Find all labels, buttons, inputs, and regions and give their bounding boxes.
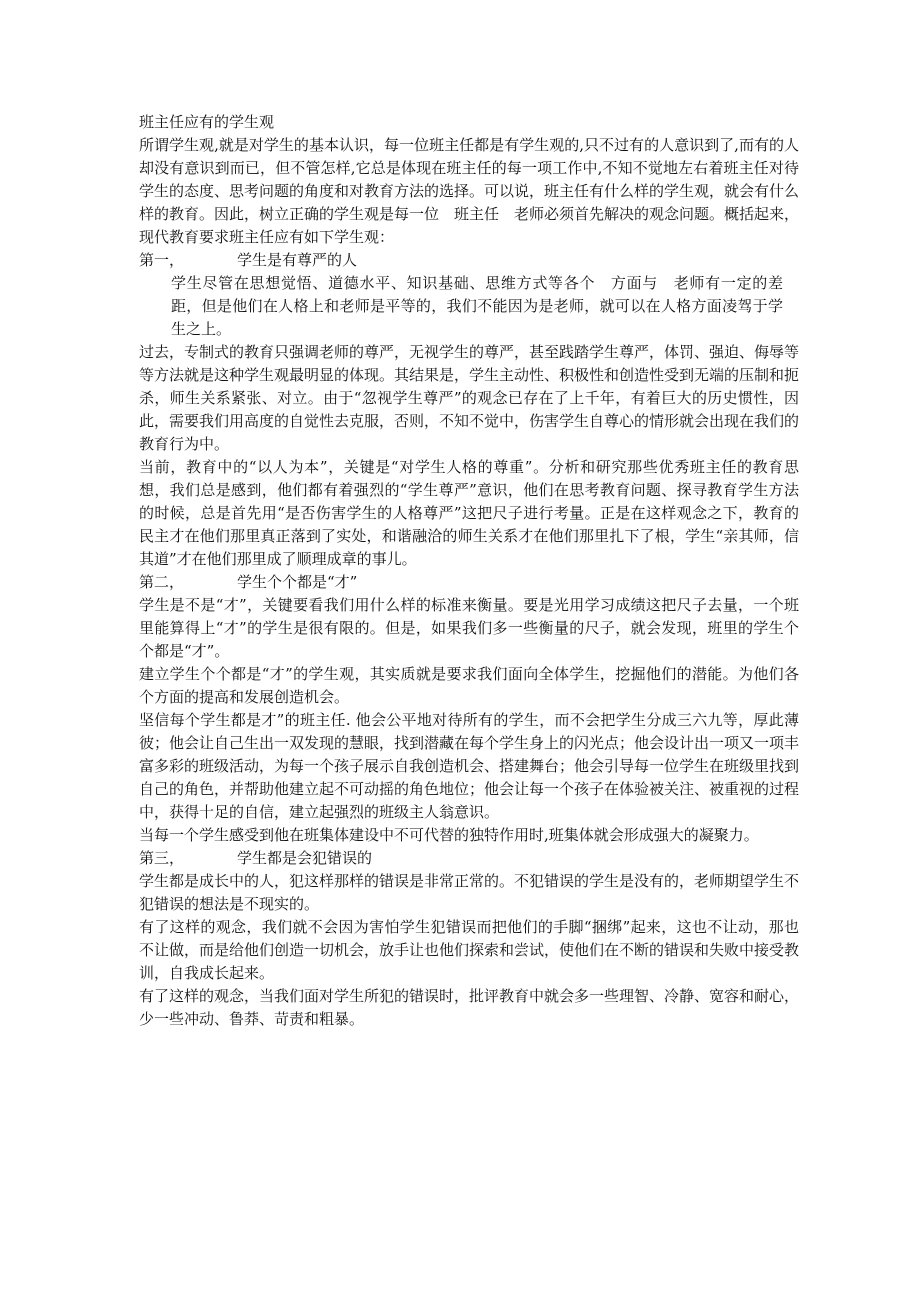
- section-heading-1: [139, 249, 799, 272]
- section-3-paragraph-1: 学生都是成长中的人，犯这样那样的错误是非常正常的。不犯错误的学生是没有的，老师期望学生不犯错误的想法是不现实的。: [139, 872, 800, 913]
- section-title: 学生个个都是“才”: [237, 573, 358, 591]
- section-title: 学生都是会犯错误的: [237, 849, 373, 867]
- section-number: 第三，: [139, 849, 185, 867]
- section-number: 第二，: [139, 573, 185, 591]
- section-1-paragraph-3: 当前，教育中的“以人为本”，关键是“对学生人格的尊重”。分析和研究那些优秀班主任的教育思想，我们总是感到，他们都有着强烈的“学生尊严”意识，他们在思考教育问题、探寻教育学生方法的时候，总是首先用“是否伤害学生的人格尊严”这把尺子进行考量。正是在这样观念之下，教育的民主才在他们那里真正落到了实处，和谐融洽的师生关系才在他们那里扎下了根，学生“亲其师，信其道”才在他们那里成了顺理成章的事儿。: [139, 458, 799, 568]
- section-3-paragraph-3: 有了这样的观念，当我们面对学生所犯的错误时，批评教育中就会多一些理智、冷静、宽容和耐心，少一些冲动、鲁莽、苛责和粗暴。: [139, 987, 800, 1028]
- section-2-paragraph-2: 建立学生个个都是“才”的学生观，其实质就是要求我们面向全体学生，挖掘他们的潜能。为他们各个方面的提高和发展创造机会。: [139, 665, 799, 706]
- document-title: 班主任应有的学生观: [139, 113, 275, 131]
- section-title: 学生是有尊严的人: [237, 251, 358, 269]
- intro-paragraph: 所谓学生观,就是对学生的基本认识，每一位班主任都是有学生观的,只不过有的人意识到了,而有的人却没有意识到而已，但不管怎样,它总是体现在班主任的每一项工作中,不知不觉地左右着班主任对待学生的态度、思考问题的角度和对教育方法的选择。可以说，班主任有什么样的学生观，就会有什么样的教育。因此，树立正确的学生观是每一位 班主任 老师必须首先解决的观念问题。概括起来，现代教育要求班主任应有如下学生观：: [139, 136, 800, 246]
- section-3-paragraph-2: 有了这样的观念，我们就不会因为害怕学生犯错误而把他们的手脚“捆绑”起来，这也不让动，那也不让做，而是给他们创造一切机会，放手让也他们探索和尝试，使他们在不断的错误和失败中接受教训，自我成长起来。: [139, 918, 800, 982]
- section-2-paragraph-4: 当每一个学生感受到他在班集体建设中不可代替的独特作用时,班集体就会形成强大的凝聚力。: [139, 826, 759, 844]
- section-2-paragraph-3: 坚信每个学生都是才”的班主任. 他会公平地对待所有的学生，而不会把学生分成三六九等，厚此薄彼；他会让自己生出一双发现的慧眼，找到潜藏在每个学生身上的闪光点；他会设计出一项又一项丰富多彩的班级活动，为每一个孩子展示自我创造机会、搭建舞台；他会引导每一位学生在班级里找到自己的角色，并帮助他建立起不可动摇的角色地位；他会让每一个孩子在体验被关注、被重视的过程中，获得十足的自信，建立起强烈的班级主人翁意识。: [139, 711, 800, 821]
- section-number: 第一，: [139, 251, 185, 269]
- section-2-paragraph-1: 学生是不是“才”，关键要看我们用什么样的标准来衡量。要是光用学习成绩这把尺子去量，一个班里能算得上“才”的学生是很有限的。但是，如果我们多一些衡量的尺子，就会发现，班里的学生个个都是“才”。: [139, 596, 799, 660]
- section-1-paragraph-2: 过去，专制式的教育只强调老师的尊严，无视学生的尊严，甚至践踏学生尊严，体罚、强迫、侮辱等等方法就是这种学生观最明显的体现。其结果是，学生主动性、积极性和创造性受到无端的压制和扼杀，师生关系紧张、对立。由于“忽视学生尊严”的观念已存在了上千年，有着巨大的历史惯性，因此，需要我们用高度的自觉性去克服，否则，不知不觉中，伤害学生自尊心的情形就会出现在我们的教育行为中。: [139, 343, 800, 453]
- section-heading-2: [139, 571, 799, 594]
- document-page: [139, 111, 799, 1031]
- section-1-paragraph-1: 学生尽管在思想觉悟、道德水平、知识基础、思维方式等各个 方面与 老师有一定的差距，但是他们在人格上和老师是平等的，我们不能因为是老师，就可以在人格方面凌驾于学生之上。: [171, 274, 783, 338]
- section-heading-3: [139, 847, 799, 870]
